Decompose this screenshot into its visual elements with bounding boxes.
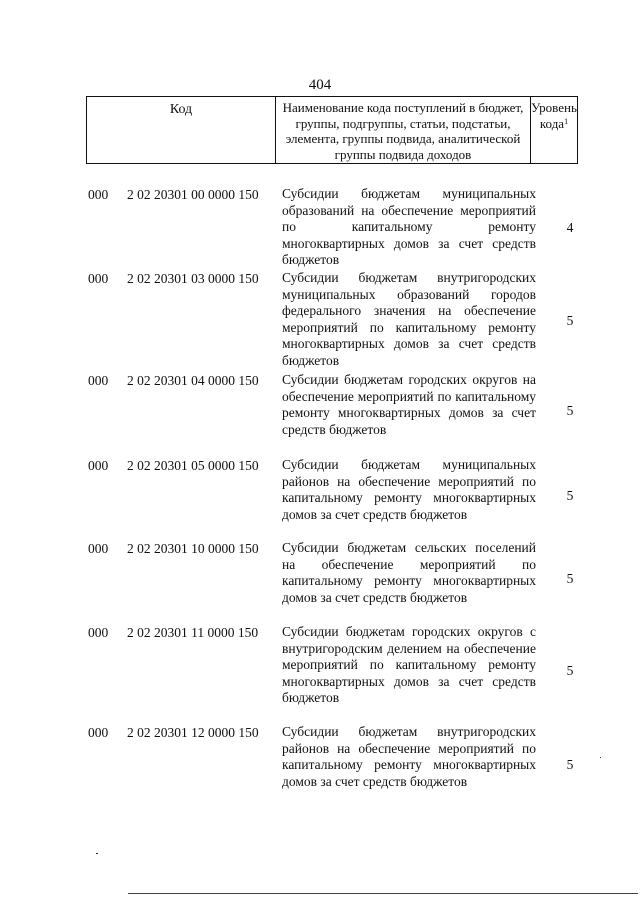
row-admin-code: 000 bbox=[88, 725, 109, 740]
scan-speck bbox=[600, 757, 601, 758]
scan-speck bbox=[96, 853, 98, 854]
row-level: 5 bbox=[566, 313, 574, 328]
row-level: 5 bbox=[566, 488, 574, 503]
row-code: 2 02 20301 10 0000 150 bbox=[127, 541, 259, 556]
row-code: 2 02 20301 05 0000 150 bbox=[127, 458, 259, 473]
header-name: Наименование кода поступлений в бюджет, группы, подгруппы, статьи, подстатьи, элемента, группы подвида, аналитической группы подвида доходов bbox=[276, 97, 531, 163]
header-level-footnote: 1 bbox=[564, 117, 569, 126]
row-name: Субсидии бюджетам сельских поселений на обеспечение мероприятий по капитальному ремонту многоквартирных домов за счет средств бюджетов bbox=[282, 540, 536, 605]
row-level: 5 bbox=[566, 571, 574, 586]
row-admin-code: 000 bbox=[88, 541, 109, 556]
page-bottom-line bbox=[128, 893, 638, 894]
row-level: 5 bbox=[566, 663, 574, 678]
row-code: 2 02 20301 03 0000 150 bbox=[127, 271, 259, 286]
row-level: 5 bbox=[566, 403, 574, 418]
row-name: Субсидии бюджетам городских округов на обеспечение мероприятий по капитальному ремонту многоквартирных домов за счет средств бюджетов bbox=[282, 372, 536, 437]
row-name: Субсидии бюджетам внутригородских муниципальных образований городов федерального значения на обеспечение мероприятий по капитальному ремонту многоквартирных домов за счет средств бюджетов bbox=[282, 270, 536, 368]
row-name: Субсидии бюджетам муниципальных районов на обеспечение мероприятий по капитальному ремонту многоквартирных домов за счет средств бюджетов bbox=[282, 457, 536, 522]
row-admin-code: 000 bbox=[88, 271, 109, 286]
row-name: Субсидии бюджетам внутригородских районов на обеспечение мероприятий по капитальному ремонту многоквартирных домов за счет средств бюджетов bbox=[282, 724, 536, 789]
row-code: 2 02 20301 11 0000 150 bbox=[127, 625, 259, 640]
page-number: 404 bbox=[308, 77, 332, 93]
row-admin-code: 000 bbox=[88, 373, 109, 388]
row-admin-code: 000 bbox=[88, 187, 109, 202]
row-name: Субсидии бюджетам городских округов с внутригородским делением на обеспечение мероприятий по капитальному ремонту многоквартирных домов за счет средств бюджетов bbox=[282, 624, 536, 705]
row-admin-code: 000 bbox=[88, 458, 109, 473]
row-name: Субсидии бюджетам муниципальных образований на обеспечение мероприятий по капитальному ремонту многоквартирных домов за счет средств бюджетов bbox=[282, 186, 536, 267]
row-code: 2 02 20301 04 0000 150 bbox=[127, 373, 259, 388]
row-code: 2 02 20301 12 0000 150 bbox=[127, 725, 259, 740]
header-code: Код bbox=[87, 97, 276, 163]
row-code: 2 02 20301 00 0000 150 bbox=[127, 187, 259, 202]
header-level-label: Уровень кода bbox=[531, 100, 577, 131]
row-level: 5 bbox=[566, 757, 574, 772]
row-level: 4 bbox=[566, 220, 574, 235]
row-admin-code: 000 bbox=[88, 625, 109, 640]
